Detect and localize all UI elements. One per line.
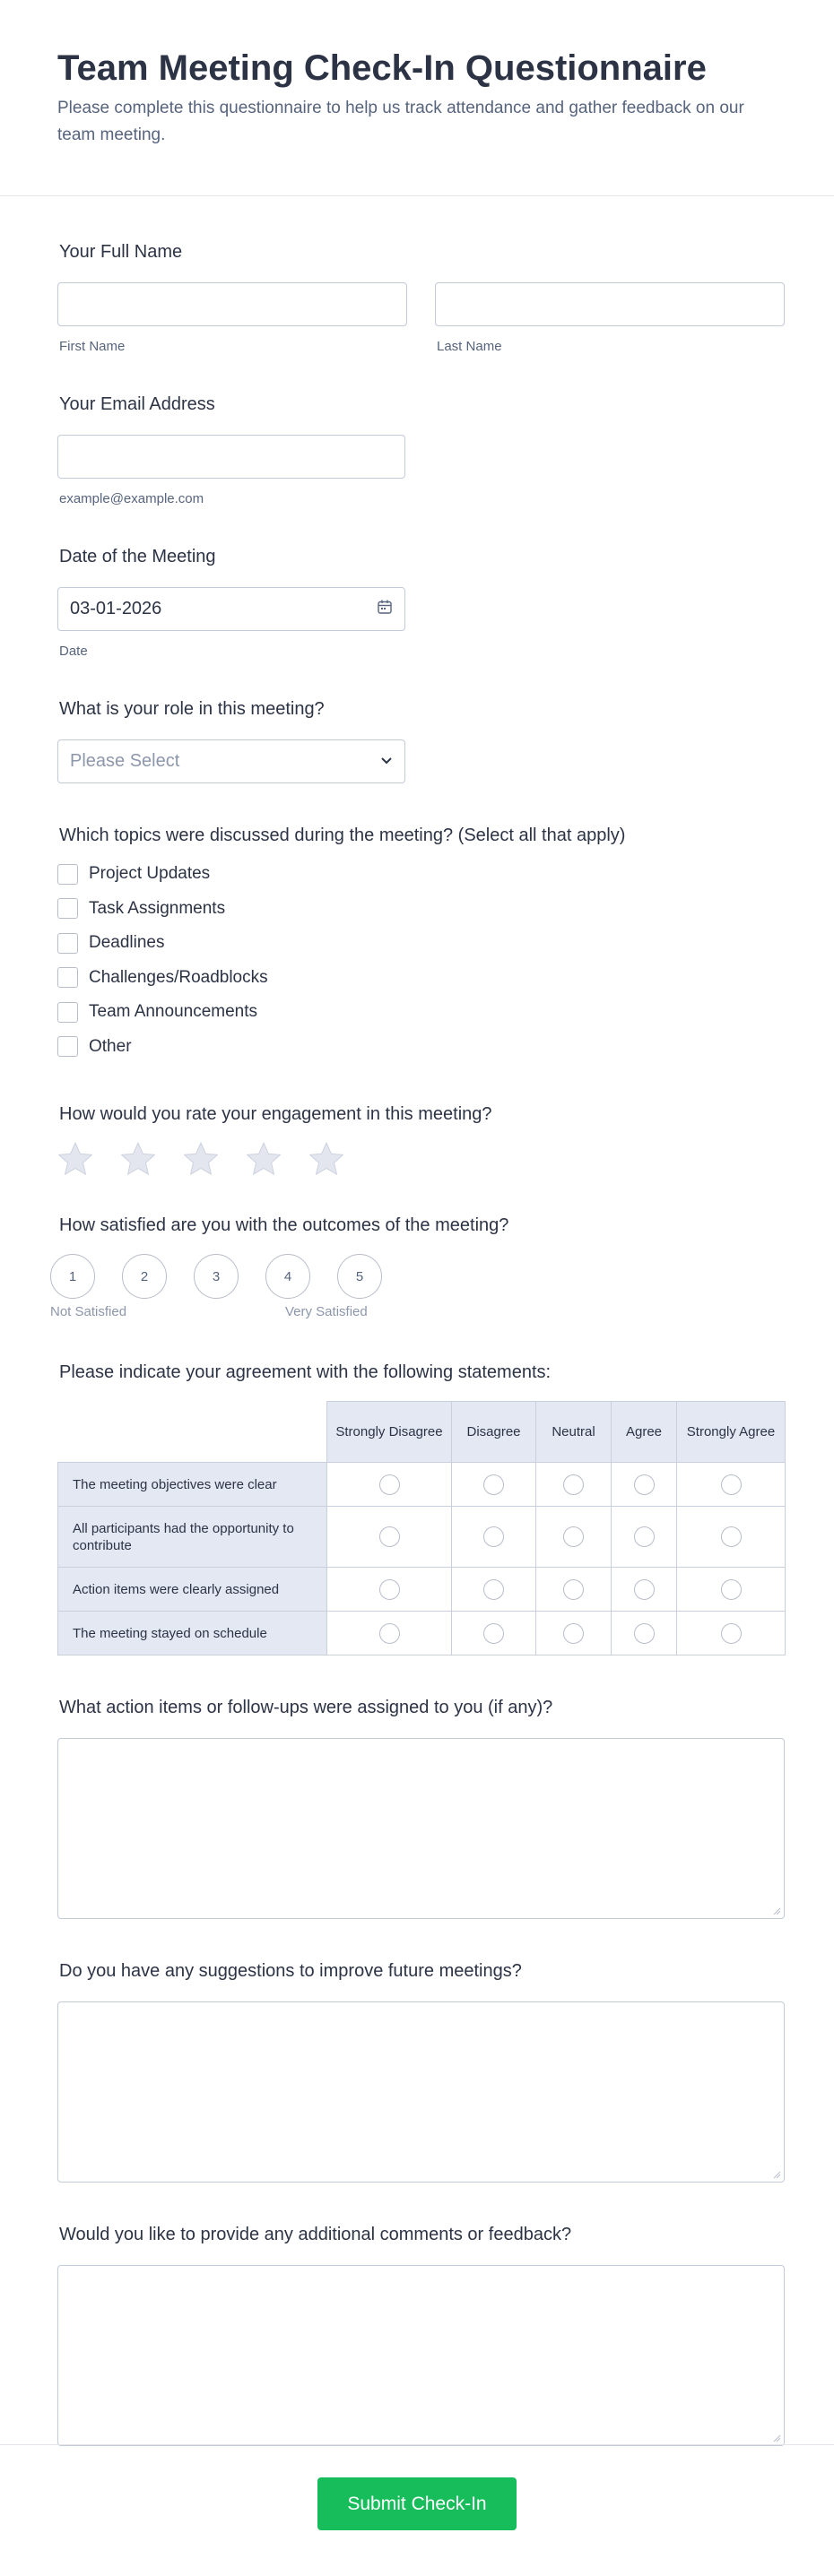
- topic-option[interactable]: [57, 995, 786, 1030]
- scale-option[interactable]: 2: [122, 1254, 167, 1299]
- matrix-radio[interactable]: [634, 1579, 655, 1600]
- matrix-cell: [452, 1612, 536, 1655]
- matrix-row-label: All participants had the opportunity to contribute: [58, 1507, 327, 1568]
- matrix-radio[interactable]: [721, 1579, 742, 1600]
- action-items-label: What action items or follow-ups were assigned to you (if any)?: [59, 1698, 553, 1717]
- date-sublabel: Date: [59, 644, 88, 659]
- agreement-section: [57, 1360, 786, 1655]
- matrix-cell: [677, 1612, 786, 1655]
- matrix-row-label: The meeting stayed on schedule: [58, 1612, 327, 1655]
- last-name-input[interactable]: [435, 282, 785, 326]
- suggestions-label: Do you have any suggestions to improve future meetings?: [59, 1961, 522, 1981]
- star-icon[interactable]: [308, 1141, 344, 1177]
- matrix-radio[interactable]: [379, 1526, 400, 1547]
- matrix-cell: [327, 1507, 452, 1568]
- resize-grip-icon[interactable]: [772, 1906, 781, 1915]
- matrix-cell: [677, 1463, 786, 1507]
- star-icon[interactable]: [57, 1141, 93, 1177]
- suggestions-textarea[interactable]: [57, 2001, 785, 2183]
- matrix-cell: [612, 1463, 677, 1507]
- matrix-cell: [612, 1507, 677, 1568]
- matrix-corner: [58, 1402, 327, 1463]
- topic-checkbox[interactable]: [57, 967, 78, 988]
- scale-option[interactable]: 4: [265, 1254, 310, 1299]
- matrix-cell: [327, 1568, 452, 1612]
- submit-button[interactable]: Submit Check-In: [317, 2477, 517, 2530]
- topic-option[interactable]: [57, 857, 786, 892]
- matrix-radio[interactable]: [563, 1623, 584, 1644]
- matrix-radio[interactable]: [379, 1623, 400, 1644]
- matrix-cell: [452, 1507, 536, 1568]
- date-value: 03-01-2026: [70, 599, 162, 618]
- satisfaction-section: [50, 1213, 786, 1322]
- matrix-cell: [677, 1568, 786, 1612]
- satisfaction-scale-labels: [50, 1304, 786, 1322]
- matrix-row: [58, 1612, 786, 1655]
- date-label: Date of the Meeting: [59, 547, 216, 566]
- full-name-section: [57, 239, 786, 354]
- agreement-label: Please indicate your agreement with the following statements:: [59, 1362, 552, 1382]
- topic-option[interactable]: [57, 961, 786, 996]
- matrix-row-label: The meeting objectives were clear: [58, 1463, 327, 1507]
- comments-section: [57, 2222, 786, 2446]
- resize-grip-icon[interactable]: [772, 2170, 781, 2179]
- topics-label: Which topics were discussed during the meeting? (Select all that apply): [59, 826, 626, 845]
- matrix-radio[interactable]: [483, 1474, 504, 1495]
- matrix-radio[interactable]: [721, 1623, 742, 1644]
- email-section: [57, 392, 786, 506]
- last-name-sublabel: Last Name: [437, 339, 502, 354]
- engagement-label: How would you rate your engagement in this meeting?: [59, 1104, 492, 1124]
- matrix-radio[interactable]: [721, 1474, 742, 1495]
- matrix-column-header: Agree: [612, 1402, 677, 1463]
- matrix-cell: [536, 1507, 612, 1568]
- matrix-cell: [452, 1568, 536, 1612]
- matrix-cell: [327, 1612, 452, 1655]
- form-title: Team Meeting Check-In Questionnaire: [57, 48, 707, 88]
- topic-label: Project Updates: [89, 864, 211, 884]
- matrix-column-header: Strongly Disagree: [327, 1402, 452, 1463]
- form-body: [0, 196, 786, 2446]
- date-section: [57, 544, 786, 659]
- topic-option[interactable]: [57, 1030, 786, 1065]
- star-icon[interactable]: [120, 1141, 156, 1177]
- action-items-textarea[interactable]: [57, 1738, 785, 1919]
- matrix-row: [58, 1507, 786, 1568]
- matrix-radio[interactable]: [563, 1526, 584, 1547]
- scale-option[interactable]: 1: [50, 1254, 95, 1299]
- star-icon[interactable]: [246, 1141, 282, 1177]
- email-label: Your Email Address: [59, 394, 215, 414]
- form-subtitle: Please complete this questionnaire to help us track attendance and gather feedback on our team meeting.: [57, 99, 744, 144]
- comments-textarea[interactable]: [57, 2265, 785, 2446]
- topic-label: Other: [89, 1036, 132, 1056]
- matrix-cell: [536, 1612, 612, 1655]
- topic-checkbox[interactable]: [57, 933, 78, 954]
- matrix-radio[interactable]: [563, 1579, 584, 1600]
- matrix-row: [58, 1463, 786, 1507]
- scale-low-label: Not Satisfied: [50, 1304, 127, 1319]
- role-select[interactable]: [57, 739, 405, 783]
- calendar-icon[interactable]: [377, 599, 393, 619]
- topic-label: Team Announcements: [89, 1002, 258, 1022]
- engagement-section: [57, 1102, 786, 1177]
- topic-label: Challenges/Roadblocks: [89, 967, 268, 987]
- matrix-radio[interactable]: [483, 1526, 504, 1547]
- matrix-cell: [612, 1568, 677, 1612]
- matrix-column-header: Disagree: [452, 1402, 536, 1463]
- matrix-cell: [536, 1463, 612, 1507]
- scale-option[interactable]: 3: [194, 1254, 239, 1299]
- matrix-radio[interactable]: [563, 1474, 584, 1495]
- role-section: [57, 696, 786, 783]
- satisfaction-label: How satisfied are you with the outcomes of the meeting?: [59, 1215, 509, 1235]
- suggestions-section: [57, 1958, 786, 2183]
- star-icon[interactable]: [183, 1141, 219, 1177]
- matrix-cell: [612, 1612, 677, 1655]
- satisfaction-scale: [50, 1254, 786, 1299]
- matrix-column-header: Neutral: [536, 1402, 612, 1463]
- topic-option[interactable]: [57, 892, 786, 927]
- matrix-cell: [452, 1463, 536, 1507]
- email-sublabel: example@example.com: [59, 491, 204, 506]
- scale-high-label: Very Satisfied: [285, 1304, 368, 1319]
- chevron-down-icon: [380, 754, 393, 770]
- topic-checkbox[interactable]: [57, 898, 78, 919]
- action-items-section: [57, 1695, 786, 1919]
- matrix-radio[interactable]: [483, 1623, 504, 1644]
- topics-checkbox-list: [57, 857, 786, 1064]
- first-name-input[interactable]: [57, 282, 407, 326]
- topic-checkbox[interactable]: [57, 1036, 78, 1057]
- matrix-radio[interactable]: [634, 1526, 655, 1547]
- full-name-label: Your Full Name: [59, 242, 183, 262]
- form-header: [0, 0, 834, 196]
- matrix-column-header: Strongly Agree: [677, 1402, 786, 1463]
- first-name-sublabel: First Name: [59, 339, 126, 354]
- matrix-cell: [677, 1507, 786, 1568]
- matrix-radio[interactable]: [379, 1579, 400, 1600]
- matrix-radio[interactable]: [634, 1623, 655, 1644]
- topic-label: Task Assignments: [89, 898, 226, 918]
- date-input[interactable]: [57, 587, 405, 631]
- role-label: What is your role in this meeting?: [59, 699, 325, 719]
- form-footer: [0, 2444, 834, 2576]
- matrix-radio[interactable]: [634, 1474, 655, 1495]
- topic-label: Deadlines: [89, 933, 165, 953]
- topic-option[interactable]: [57, 926, 786, 961]
- matrix-cell: [327, 1463, 452, 1507]
- resize-grip-icon[interactable]: [772, 2433, 781, 2442]
- matrix-radio[interactable]: [483, 1579, 504, 1600]
- topic-checkbox[interactable]: [57, 864, 78, 885]
- topic-checkbox[interactable]: [57, 1002, 78, 1023]
- comments-label: Would you like to provide any additional comments or feedback?: [59, 2225, 572, 2244]
- matrix-cell: [536, 1568, 612, 1612]
- role-select-placeholder: Please Select: [70, 751, 180, 771]
- topics-section: [57, 823, 786, 1064]
- matrix-row: [58, 1568, 786, 1612]
- matrix-row-label: Action items were clearly assigned: [58, 1568, 327, 1612]
- email-input[interactable]: [57, 435, 405, 479]
- matrix-radio[interactable]: [379, 1474, 400, 1495]
- agreement-matrix: [57, 1401, 786, 1655]
- star-rating: [57, 1141, 786, 1177]
- matrix-radio[interactable]: [721, 1526, 742, 1547]
- scale-option[interactable]: 5: [337, 1254, 382, 1299]
